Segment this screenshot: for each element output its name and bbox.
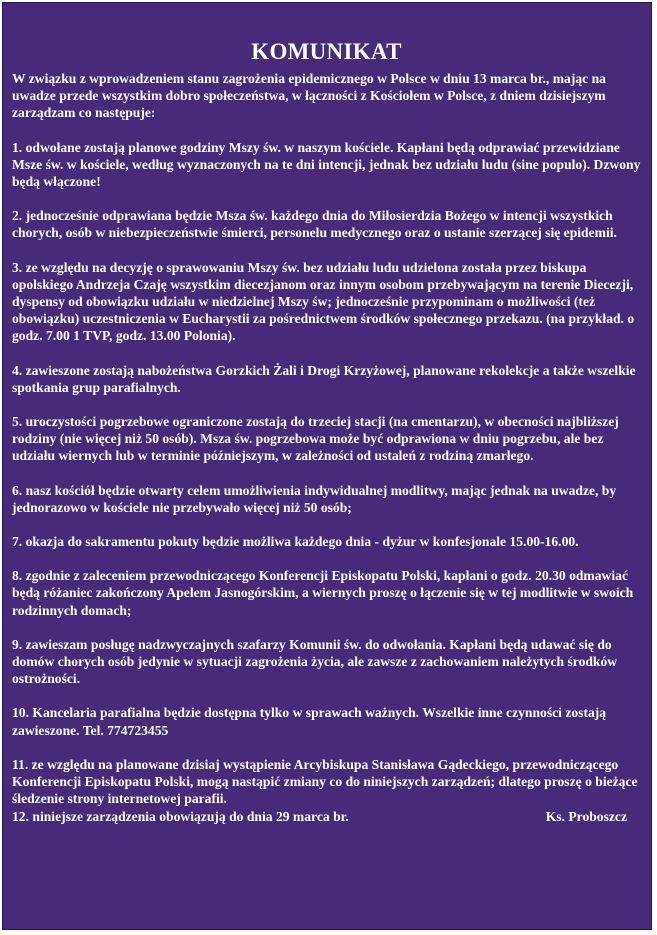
final-line [12,808,641,825]
point-9: 9. zawieszam posługę nadzwyczajnych szafarzy Komunii św. do odwołania. Kapłani będą udawać się do domów chorych osób jedynie w sytuacji zagrożenia życia, ale zawsze z zachowaniem należytych środków ostrożności. [12,636,618,687]
point-10: 10. Kancelaria parafialna będzie dostępna tylko w sprawach ważnych. Wszelkie inne czynności zostają zawieszone. Tel. 774723455 [12,705,607,738]
signature: Ks. Proboszcz [545,808,627,824]
point-4: 4. zawieszone zostają nabożeństwa Gorzkich Żali i Drogi Krzyżowej, planowane rekolekcje a także wszelkie spotkania grup parafialnych. [12,362,636,395]
point-8: 8. zgodnie z zaleceniem przewodniczącego Konferencji Episkopatu Polski, kapłani o godz. 20.30 odmawiać będą różaniec zakończony Apelem Jasnogórskim, a wiernych proszę o łączenie się w tej modlitwie w swoich rodzinnych domach; [12,568,634,618]
page-title: KOMUNIKAT [251,39,402,64]
point-2: 2. jednocześnie odprawiana będzie Msza św. każdego dnia do Miłosierdzia Bożego w intencji wszystkich chorych, osób w niebezpieczeństwie śmierci, personelu medycznego oraz o ustanie szerzącej się epidemii. [12,208,617,241]
point-5: 5. uroczystości pogrzebowe ograniczone zostają do trzeciej stacji (na cmentarzu), w obecności najbliższej rodziny (nie więcej niż 50 osób). Msza św. pogrzebowa może być odprawiona w dniu pogrzebu, ale bez udziału wiernych lub w terminie późniejszym, w zależności od ustaleń z rodziną zmarłego. [12,414,619,464]
point-3: 3. ze względu na decyzję o sprawowaniu Mszy św. bez udziału ludu udzielona została przez biskupa opolskiego Andrzeja Czaję wszystkim diecezjanom oraz innym osobom przebywającym na terenie Diecezji, dyspensy od obowiązku udziału w niedzielnej Mszy św; jednocześnie przypominam o możliwości (też obowiązku) uczestniczenia w Eucharystii za pośrednictwem środków społecznego przekazu. (na przykład. o godz. 7.00 1 TVP, godz. 13.00 Polonia). [12,259,635,344]
point-6: 6. nasz kościół będzie otwarty celem umożliwienia indywidualnej modlitwy, mając jednak na uwadze, by jednorazowo w kościele nie przebywało więcej niż 50 osób; [12,482,617,515]
point-11: 11. ze względu na planowane dzisiaj wystąpienie Arcybiskupa Stanisława Gądeckiego, przewodniczącego Konferencji Episkopatu Polski, mogą nastąpić zmiany co do niniejszych zarządzeń; dlatego proszę o bieżące śledzenie strony internetowej parafii. [12,756,638,807]
point-12: 12. niniejsze zarządzenia obowiązują do dnia 29 marca br. [12,808,349,824]
point-1: 1. odwołane zostają planowe godziny Mszy św. w naszym kościele. Kapłani będą odprawiać przewidziane Msze św. w kościele, według wyznaczonych na te dni intencji, jednak bez udziału ludu (sine populo). Dzwony będą włączone! [12,139,641,190]
intro-paragraph: W związku z wprowadzeniem stanu zagrożenia epidemicznego w Polsce w dniu 13 marca br., mając na uwadze przede wszystkim dobro społeczeństwa, w łączności z Kościołem w Polsce, z dniem dzisiejszym zarządzam co następuje: [12,71,606,121]
announcement-sheet [2,2,652,930]
point-7: 7. okazja do sakramentu pokuty będzie możliwa każdego dnia - dyżur w konfesjonale 15.00-16.00. [12,534,579,550]
